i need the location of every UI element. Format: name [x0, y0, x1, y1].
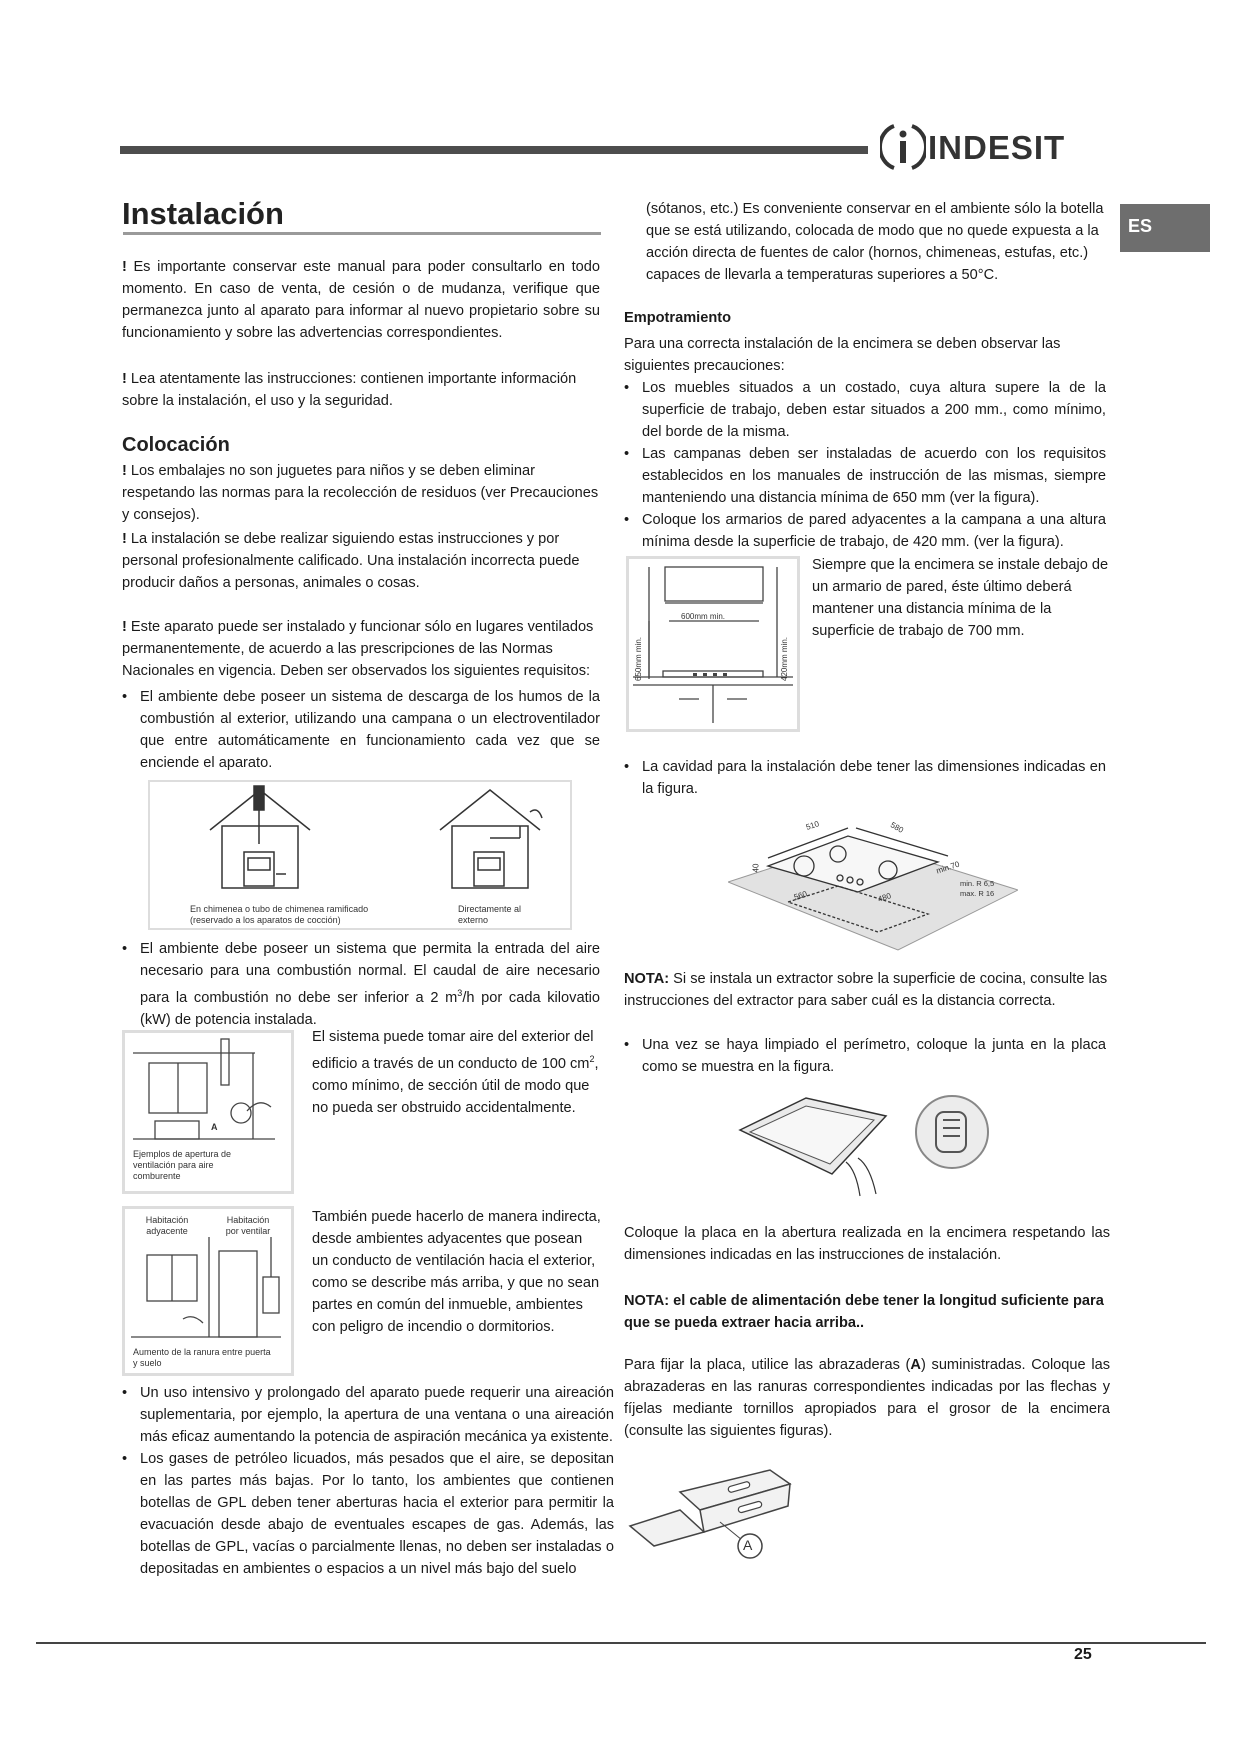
- dim-label-40: 40: [751, 863, 761, 873]
- cabinet-clearance-paragraph: Siempre que la encimera se instale debajo de un armario de pared, éste último deberá mantener una distancia mínima de la superficie de trabajo de 700 mm.: [812, 557, 1109, 639]
- dim-label-650: 650mm min.: [634, 636, 643, 681]
- page-number: 25: [1074, 1646, 1092, 1663]
- placement-paragraph: Coloque la placa en la abertura realizada en la encimera respetando las dimensiones indicadas en las instrucciones de instalación.: [624, 1225, 1110, 1263]
- list-item: • Los gases de petróleo licuados, más pesados que el aire, se depositan en las partes más bajas. Por lo tanto, los ambientes que contienen botellas de GPL deben tener aberturas hacia el exterior para permitir la evacuación desde abajo de eventuales escapes de gas. Además, las botellas de GPL, vacías o parcialmente llenas, no deben ser instaladas o depositadas en ambientes o espacios a un nivel más bajo del suelo: [118, 1448, 614, 1580]
- language-tab-label: ES: [1128, 216, 1153, 236]
- gasket-illustration: [736, 1090, 996, 1202]
- safety-paragraph: ! Lea atentamente las instrucciones: contienen importante información sobre la instalación, el uso y la seguridad.: [122, 371, 577, 409]
- inlet-tag: A: [211, 1122, 218, 1132]
- brand-name: INDESIT: [928, 129, 1066, 166]
- figure-caption-left: En chimenea o tubo de chimenea ramificado (reservado a los aparatos de cocción): [190, 904, 369, 925]
- list-item: • Las campanas deben ser instaladas de acuerdo con los requisitos establecidos en los manuales de instrucción de las mismas, siempre manteniendo una distancia mínima de 650 mm (ver la figura).: [620, 443, 1106, 509]
- title-underline: [123, 232, 601, 235]
- list-item: • Una vez se haya limpiado el perímetro, coloque la junta en la placa como se muestra en la figura.: [620, 1034, 1106, 1078]
- dim-label-min70: min.70: [935, 859, 961, 876]
- window-ventilation-illustration: [125, 1033, 285, 1143]
- cavity-list: [620, 756, 1106, 800]
- inlet-paragraph: El sistema puede tomar aire del exterior del edificio a través de un conducto de 100 $cm^2$, como mínimo, de sección útil de modo que no pueda ser obstruido accidentalmente.: [312, 1029, 599, 1116]
- ventilation-list-2: [118, 938, 600, 1031]
- section-title-colocacion: Colocación: [122, 434, 230, 456]
- figure-cutout-dimensions: [728, 800, 1018, 960]
- dim-label-r16: max. R 16: [960, 889, 995, 898]
- list-item: • Un uso intensivo y prolongado del aparato puede requerir una aireación suplementaria, por ejemplo, la apertura de una ventana o una aireación más eficaz aumentando la potencia de aspiración mecánica ya existente.: [118, 1382, 614, 1448]
- clamp-tag: A: [743, 1537, 753, 1553]
- empotramiento-list: [620, 377, 1106, 553]
- figure-caption-right: Directamente al externo: [458, 904, 522, 925]
- dim-label-560: 560: [792, 889, 809, 902]
- figure-clamp: [620, 1462, 810, 1562]
- dim-label-420: 420mm min.: [780, 636, 789, 681]
- intro-paragraph: ! Es importante conservar este manual para poder consultarlo en todo momento. En caso de venta, de cesión o de mudanza, verifique que permanezca junto al aparato para informar al nuevo propietario sobre su funcionamiento y sobre las advertencias correspondientes.: [122, 259, 600, 341]
- figure-air-inlet: [122, 1030, 294, 1194]
- header-rule: [120, 146, 868, 154]
- packaging-paragraph: ! Los embalajes no son juguetes para niños y se deben eliminar respetando las normas para la recolección de residuos (ver Precauciones y consejos).: [122, 463, 599, 523]
- list-item: • Los muebles situados a un costado, cuya altura supere la de la superficie de trabajo, deben estar situados a 200 mm., como mínimo, del borde de la misma.: [620, 377, 1106, 443]
- empotramiento-intro: Para una correcta instalación de la encimera se deben observar las siguientes precauciones:: [624, 336, 1061, 374]
- fixing-paragraph: Para fijar la placa, utilice las abrazaderas (A) suministradas. Coloque las abrazaderas en las ranuras correspondientes indicadas por las flechas y fíjelas mediante tornillos apropiados para el grosor de la encimera (consulte las siguientes figuras).: [624, 1357, 1110, 1439]
- house-chimney-illustration: [150, 782, 570, 902]
- indesit-logo-icon: [880, 120, 926, 174]
- dim-label-480: 480: [876, 891, 893, 904]
- figure-caption: Aumento de la ranura entre puerta y suelo: [133, 1347, 271, 1368]
- installer-paragraph: ! La instalación se debe realizar siguiendo estas instrucciones y por personal profesionalmente calificado. Una instalación incorrecta puede producir daños a personas, animales o cosas.: [122, 531, 580, 591]
- ventilation-list-3: [118, 1382, 614, 1580]
- dim-label-510: 510: [804, 819, 821, 832]
- list-item: • La cavidad para la instalación debe tener las dimensiones indicadas en la figura.: [620, 756, 1106, 800]
- list-item: • El ambiente debe poseer un sistema de descarga de los humos de la combustión al exterior, utilizando una campana o un electroventilador que entre automáticamente en funcionamiento cada vez que se enciende el aparato.: [118, 686, 600, 774]
- figure-caption: Ejemplos de apertura de ventilación para aire comburente: [133, 1149, 232, 1181]
- list-item: • Coloque los armarios de pared adyacentes a la campana a una altura mínima desde la superficie de trabajo, de 420 mm. (ver la figura).: [620, 509, 1106, 553]
- section-title-empotramiento: Empotramiento: [624, 310, 732, 326]
- gpl-continuation-paragraph: (sótanos, etc.) Es conveniente conservar en el ambiente sólo la botella que se está utilizando, colocada de modo que no quede expuesta a la acción directa de fuentes de calor (hornos, chimeneas, estufas, etc.) capaces de llevarla a temperaturas superiores a 50°C.: [646, 201, 1104, 283]
- figure-adjacent-room: [122, 1206, 294, 1376]
- brand-logo: [880, 120, 1100, 176]
- footer-rule: [36, 1642, 1206, 1644]
- note-extractor: NOTA: Si se instala un extractor sobre la superficie de cocina, consulte las instrucciones del extractor para saber cuál es la distancia correcta.: [624, 971, 1108, 1009]
- label-room-to-ventilate: Habitación por ventilar: [225, 1215, 271, 1236]
- dim-label-600: 600mm min.: [681, 612, 726, 621]
- clamp-illustration: [620, 1462, 810, 1562]
- ventilation-paragraph: ! Este aparato puede ser instalado y funcionar sólo en lugares ventilados permanentemente, de acuerdo a las prescripciones de las Normas Nacionales en vigencia. Deben ser observados los siguientes requisitos:: [122, 619, 594, 679]
- gasket-list: [620, 1034, 1106, 1078]
- page-title: Instalación: [122, 196, 284, 231]
- figure-hood-clearance: [626, 556, 800, 732]
- hood-clearance-illustration: [629, 559, 797, 729]
- language-tab: [1120, 204, 1210, 252]
- indirect-paragraph: También puede hacerlo de manera indirecta, desde ambientes adyacentes que posean un conducto de ventilación hacia el exterior, como se describe más arriba, y que no sean partes en común del inmueble, ambientes con peligro de incendio o dormitorios.: [312, 1209, 601, 1335]
- label-adjacent-room: Habitación adyacente: [145, 1215, 189, 1236]
- figure-exhaust-systems: [148, 780, 572, 930]
- list-item: • El ambiente debe poseer un sistema que permita la entrada del aire necesario para una combustión normal. El caudal de aire necesario para la combustión no debe ser inferior a 2 $m^3/h$ por cada kilovatio (kW) de potencia instalada.: [118, 938, 600, 1031]
- note-power-cable: NOTA: el cable de alimentación debe tener la longitud suficiente para que se pueda extraer hacia arriba..: [624, 1293, 1104, 1331]
- adjacent-room-illustration: [125, 1237, 285, 1347]
- dim-label-r65: min. R 6,5: [960, 879, 995, 888]
- ventilation-list-1: [118, 686, 600, 774]
- figure-gasket: [736, 1090, 996, 1202]
- dim-label-580: 580: [888, 820, 905, 835]
